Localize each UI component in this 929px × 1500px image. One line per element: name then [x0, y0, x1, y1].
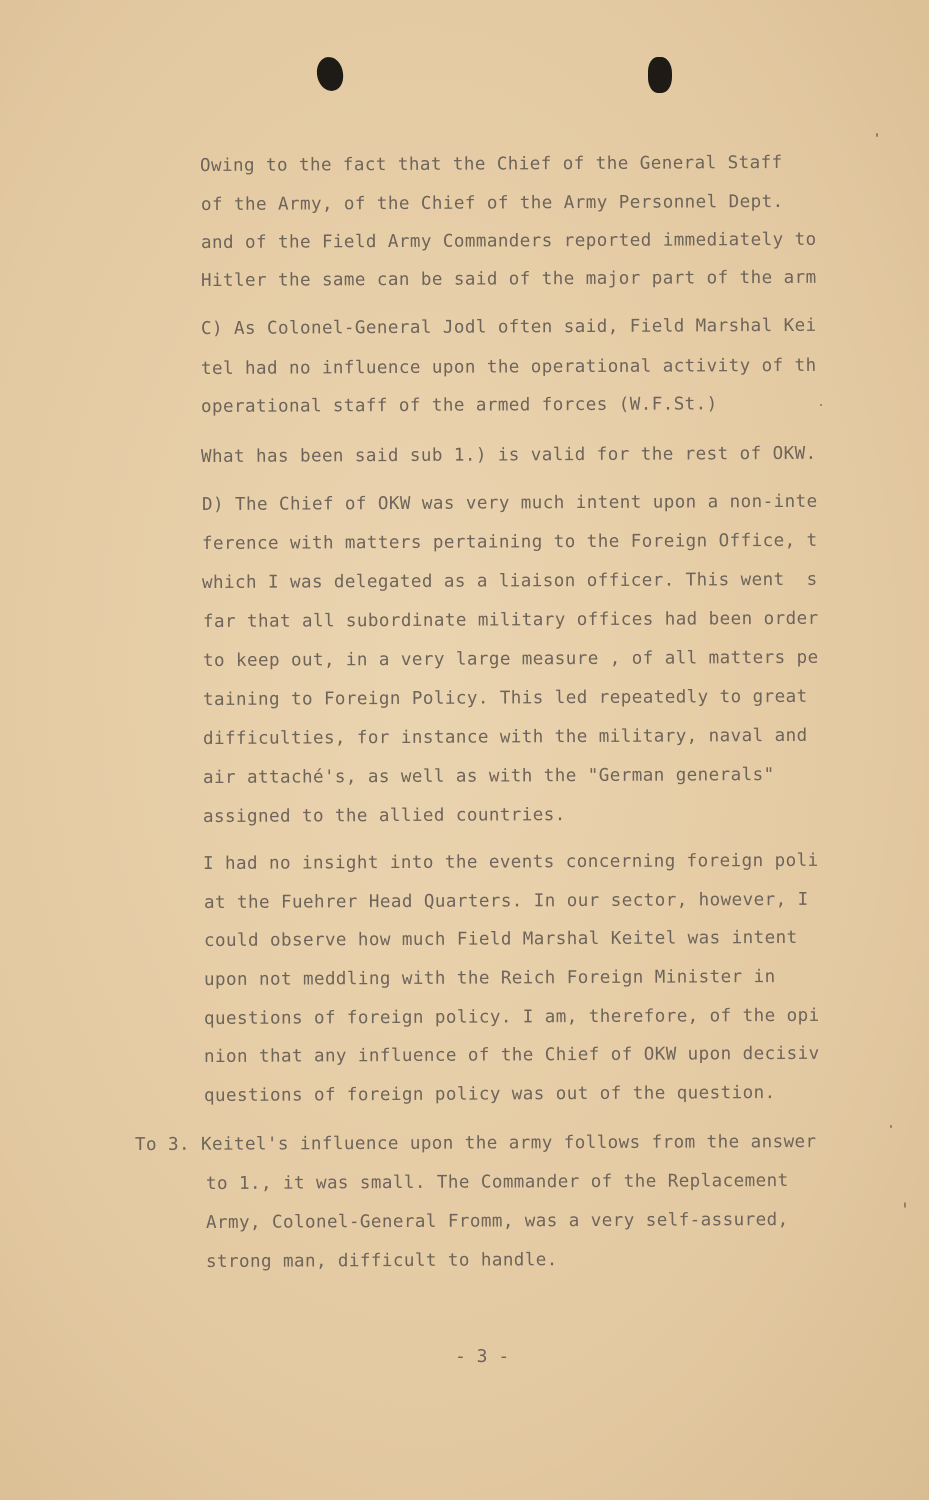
paper-speck: [904, 1202, 906, 1208]
text-line: of the Army, of the Chief of the Army Personnel Dept.: [200, 191, 784, 215]
text-line: questions of foreign policy was out of the question.: [203, 1083, 776, 1106]
text-line: D) The Chief of OKW was very much intent upon a non-inte: [201, 491, 818, 515]
text-line: at the Fuehrer Head Quarters. In our sector, however, I: [203, 889, 809, 913]
text-line: assigned to the allied countries.: [202, 805, 566, 827]
text-line: Hitler the same can be said of the major part of the arm: [200, 267, 817, 291]
punch-hole-left: [315, 56, 344, 93]
text-line: operational staff of the armed forces (W.F.St.): [200, 394, 718, 417]
text-line: Army, Colonel-General Fromm, was a very self-assured,: [205, 1209, 789, 1233]
punch-hole-right: [648, 57, 672, 93]
text-line: Owing to the fact that the Chief of the General Staff: [199, 152, 783, 176]
text-line: to 1., it was small. The Commander of the Replacement: [205, 1170, 789, 1194]
text-line: What has been said sub 1.) is valid for the rest of OKW.: [200, 443, 817, 467]
text-line: difficulties, for instance with the military, naval and: [202, 725, 808, 749]
paper-speck: [820, 404, 822, 406]
text-line: strong man, difficult to handle.: [205, 1250, 558, 1272]
text-line: I had no insight into the events concerning foreign poli: [202, 850, 819, 874]
text-line: to keep out, in a very large measure , of all matters pe: [202, 647, 819, 671]
paper-speck: [876, 133, 878, 137]
page-number: - 3 -: [455, 1346, 510, 1367]
text-line: air attaché's, as well as with the "German generals": [202, 765, 775, 788]
text-line: ference with matters pertaining to the Foreign Office, t: [201, 530, 818, 554]
text-line: and of the Field Army Commanders reported immediately to: [200, 229, 817, 253]
text-line: which I was delegated as a liaison officer. This went s: [201, 569, 818, 593]
text-line: C) As Colonel-General Jodl often said, Field Marshal Kei: [200, 315, 817, 339]
text-line: upon not meddling with the Reich Foreign Minister in: [203, 967, 776, 990]
text-line: nion that any influence of the Chief of OKW upon decisiv: [203, 1043, 820, 1067]
text-line: far that all subordinate military offices had been order: [202, 608, 819, 632]
text-line: could observe how much Field Marshal Keitel was intent: [203, 927, 798, 951]
text-line: tel had no influence upon the operational activity of th: [200, 355, 817, 379]
text-line: questions of foreign policy. I am, therefore, of the opi: [203, 1005, 820, 1029]
text-line: To 3. Keitel's influence upon the army follows from the answer: [134, 1132, 817, 1155]
paper-speck: [890, 1125, 892, 1128]
text-line: taining to Foreign Policy. This led repeatedly to great: [202, 686, 808, 710]
